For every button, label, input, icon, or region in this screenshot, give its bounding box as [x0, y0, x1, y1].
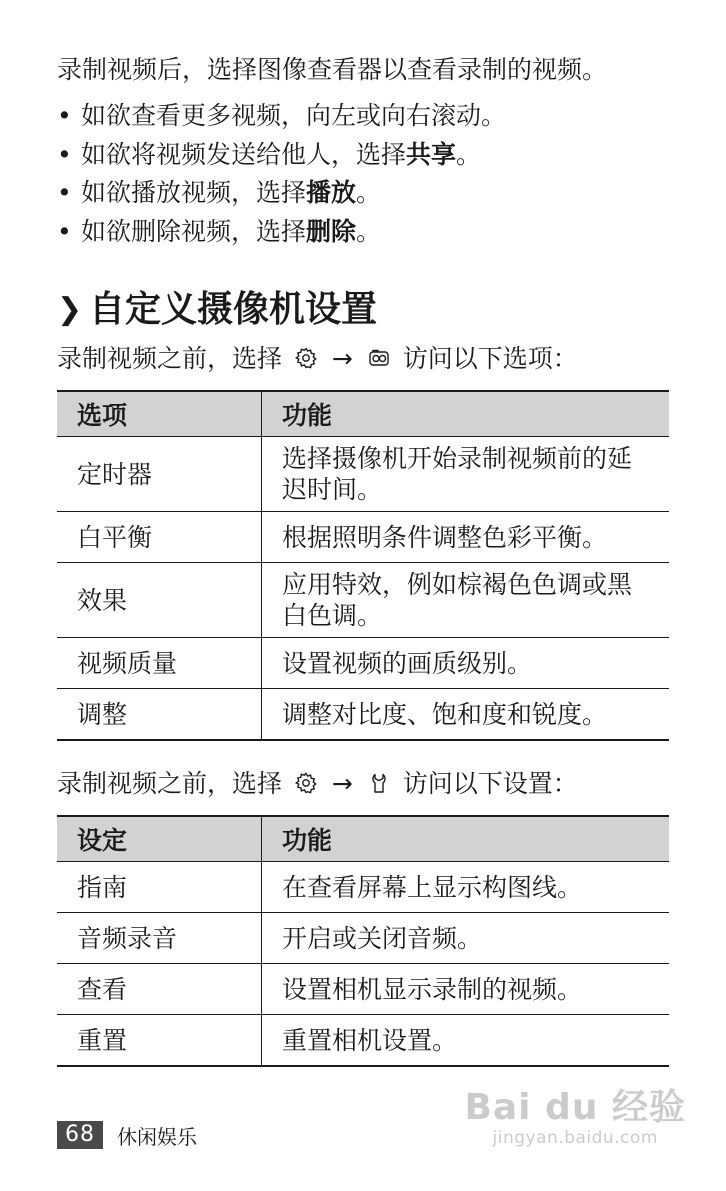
option-function: 根据照明条件调整色彩平衡。: [262, 512, 670, 563]
setting-name: 指南: [57, 862, 262, 913]
bullet-dot: •: [57, 216, 72, 246]
instruction-text: 录制视频之前，选择: [57, 769, 283, 798]
table-row: [57, 862, 669, 913]
chevron-right-icon: ❯: [57, 292, 83, 327]
option-name: 效果: [57, 563, 262, 638]
instruction-options: [57, 341, 578, 377]
option-name: 视频质量: [57, 638, 262, 689]
page-footer: [57, 1121, 197, 1149]
instruction-settings: [57, 766, 578, 802]
watermark-brand: Bai du 经验: [464, 1087, 686, 1128]
settings-table: [57, 815, 669, 1067]
section-heading: [57, 286, 377, 334]
bullet-text: 如欲播放视频，选择: [81, 178, 307, 207]
bullet-text: 如欲删除视频，选择: [81, 216, 307, 246]
table-header-row: [57, 391, 669, 437]
table-row: [57, 964, 669, 1015]
bullet-item: [57, 174, 506, 213]
section-heading-text: 自定义摄像机设置: [89, 289, 378, 330]
wrench-icon: [367, 771, 391, 795]
bullet-item: [57, 213, 506, 252]
page-number: 68: [57, 1121, 103, 1149]
option-function: 应用特效，例如棕褐色色调或黑白色调。: [262, 563, 670, 638]
table-header-function: 功能: [262, 391, 670, 437]
option-function: 调整对比度、饱和度和锐度。: [262, 689, 670, 741]
setting-name: 查看: [57, 964, 262, 1015]
table-row: [57, 689, 669, 741]
options-table: [57, 390, 669, 741]
table-row: [57, 512, 669, 563]
table-row: [57, 913, 669, 964]
option-function: 设置视频的画质级别。: [262, 638, 670, 689]
arrow-right-icon: →: [331, 344, 353, 373]
gear-icon: [294, 346, 318, 370]
setting-name: 重置: [57, 1015, 262, 1067]
table-header-setting: 设定: [57, 816, 262, 862]
option-name: 定时器: [57, 437, 262, 512]
gear-icon: [294, 771, 318, 795]
table-header-option: 选项: [57, 391, 262, 437]
setting-function: 重置相机设置。: [262, 1015, 670, 1067]
bullet-list: [57, 97, 506, 251]
bullet-text: 如欲查看更多视频，向左或向右滚动。: [81, 101, 507, 130]
table-header-function: 功能: [262, 816, 670, 862]
bullet-keyword-play: 播放: [306, 178, 357, 207]
setting-function: 在查看屏幕上显示构图线。: [262, 862, 670, 913]
bullet-dot: •: [57, 101, 72, 130]
chapter-title: 休闲娱乐: [117, 1124, 197, 1149]
bullet-text-end: 。: [356, 216, 382, 246]
option-name: 白平衡: [57, 512, 262, 563]
table-row: [57, 437, 669, 512]
intro-text: 录制视频后，选择图像查看器以查看录制的视频。: [57, 55, 608, 84]
bullet-keyword-delete: 删除: [306, 216, 357, 246]
table-row: [57, 638, 669, 689]
bullet-item: [57, 136, 506, 175]
bullet-dot: •: [57, 139, 72, 169]
bullet-text: 如欲将视频发送给他人，选择: [81, 139, 407, 169]
instruction-text-end: 访问以下选项：: [402, 344, 578, 373]
arrow-right-icon: →: [331, 769, 353, 798]
table-row: [57, 563, 669, 638]
option-name: 调整: [57, 689, 262, 741]
setting-name: 音频录音: [57, 913, 262, 964]
camcorder-icon: [367, 346, 391, 370]
bullet-dot: •: [57, 178, 72, 207]
bullet-item: [57, 97, 506, 136]
instruction-text: 录制视频之前，选择: [57, 344, 283, 373]
bullet-text-end: 。: [456, 139, 482, 169]
bullet-keyword-share: 共享: [406, 139, 457, 169]
setting-function: 设置相机显示录制的视频。: [262, 964, 670, 1015]
baidu-watermark: [464, 1088, 686, 1148]
table-row: [57, 1015, 669, 1067]
option-function: 选择摄像机开始录制视频前的延迟时间。: [262, 437, 670, 512]
bullet-text-end: 。: [356, 178, 382, 207]
setting-function: 开启或关闭音频。: [262, 913, 670, 964]
instruction-text-end: 访问以下设置：: [402, 769, 578, 798]
table-header-row: [57, 816, 669, 862]
watermark-url: jingyan.baidu.com: [492, 1128, 658, 1148]
